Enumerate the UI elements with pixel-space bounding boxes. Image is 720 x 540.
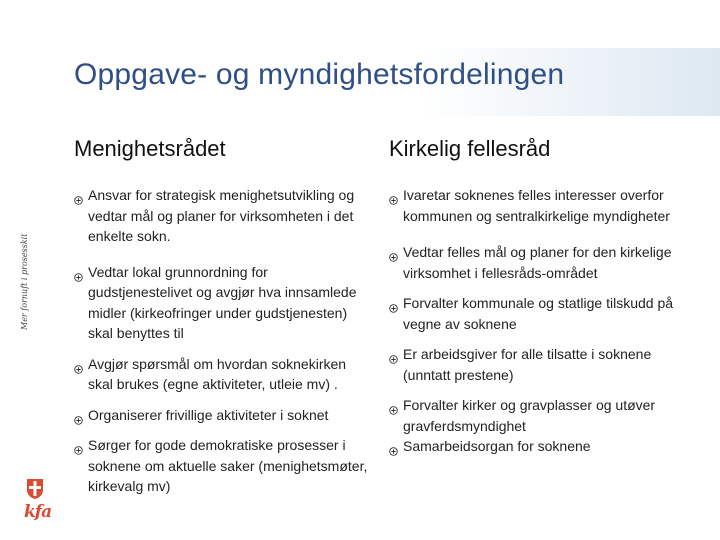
circle-plus-bullet-icon	[74, 359, 83, 368]
list-item	[389, 293, 689, 334]
list-item-text: Samarbeidsorgan for soknene	[403, 438, 591, 454]
column-heading-kirkelig-fellesrad: Kirkelig fellesråd	[389, 136, 551, 161]
list-item	[389, 344, 689, 385]
side-note	[4, 30, 34, 350]
list-item	[389, 436, 689, 457]
circle-plus-bullet-icon	[389, 349, 398, 358]
list-item-text: Organiserer frivillige aktiviteter i soknet	[88, 406, 329, 423]
list-item	[74, 185, 374, 247]
church-of-norway-cross-icon	[26, 478, 44, 500]
circle-plus-bullet-icon	[74, 190, 83, 199]
list-item	[74, 435, 374, 497]
circle-plus-bullet-icon	[389, 298, 398, 307]
circle-plus-bullet-icon	[389, 400, 398, 409]
list-item-text: Vedtar lokal grunnordning for gudstjenestelivet og avgjør hva innsamlede midler (kirkeofringer under gudstjenesten) skal benyttes til	[88, 263, 357, 341]
side-note-text: Mer fornuft i prosesskit	[20, 233, 29, 330]
list-item-text: Avgjør spørsmål om hvordan soknekirken skal brukes (egne aktiviteter, utleie mv) .	[88, 355, 347, 392]
list-item	[74, 405, 374, 426]
kfa-logo: kfa	[24, 502, 52, 522]
menighetsradet-list	[74, 185, 374, 497]
list-item	[389, 395, 689, 436]
circle-plus-bullet-icon	[74, 267, 83, 276]
list-item	[389, 242, 689, 283]
circle-plus-bullet-icon	[74, 440, 83, 449]
list-item-text: Sørger for gode demokratiske prosesser i soknene om aktuelle saker (menighetsmøter, kirkevalg mv)	[88, 437, 368, 494]
list-item-text: Forvalter kirker og gravplasser og utøver gravferdsmyndighet	[403, 397, 656, 434]
circle-plus-bullet-icon	[74, 410, 83, 419]
list-item-text: Ivaretar soknenes felles interesser overfor kommunen og sentralkirkelige myndigheter	[403, 187, 670, 224]
circle-plus-bullet-icon	[389, 247, 398, 256]
list-item	[389, 185, 689, 226]
list-item-text: Forvalter kommunale og statlige tilskudd på vegne av soknene	[403, 295, 674, 332]
list-item	[74, 262, 374, 344]
kirkelig-fellesrad-list	[389, 185, 689, 457]
list-item	[74, 354, 374, 395]
logos	[22, 478, 50, 530]
list-item-text: Er arbeidsgiver for alle tilsatte i soknene (unntatt prestene)	[403, 346, 652, 383]
list-item-text: Vedtar felles mål og planer for den kirkelige virksomhet i fellesråds-området	[403, 244, 672, 281]
circle-plus-bullet-icon	[389, 190, 398, 199]
list-item-text: Ansvar for strategisk menighetsutvikling og vedtar mål og planer for virksomheten i det enkelte sokn.	[88, 187, 355, 244]
page-title: Oppgave- og myndighetsfordelingen	[74, 58, 565, 91]
circle-plus-bullet-icon	[389, 441, 398, 450]
column-heading-menighetsradet: Menighetsrådet	[74, 136, 226, 161]
